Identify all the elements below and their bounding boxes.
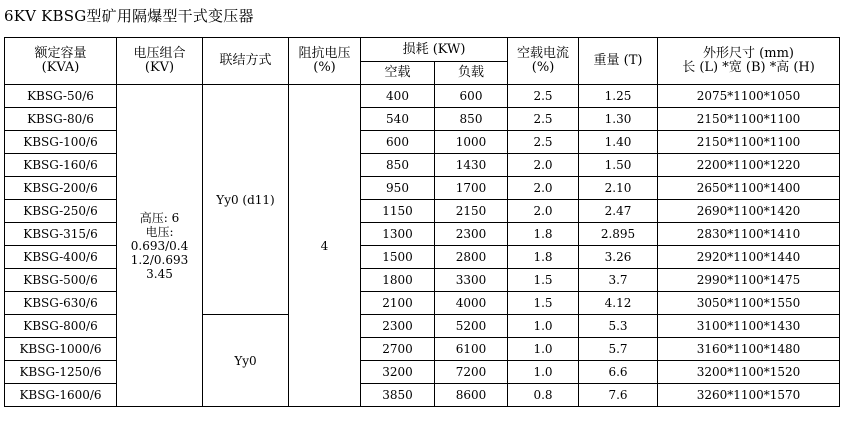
model-cell: KBSG-800/6 bbox=[5, 315, 117, 338]
noload-current-cell: 2.5 bbox=[508, 85, 579, 108]
dims-cell: 3260*1100*1570 bbox=[658, 384, 840, 407]
model-cell: KBSG-80/6 bbox=[5, 108, 117, 131]
noload-loss-cell: 400 bbox=[361, 85, 435, 108]
dims-cell: 3050*1100*1550 bbox=[658, 292, 840, 315]
header-voltage-unit: (KV) bbox=[144, 60, 175, 75]
noload-current-cell: 1.0 bbox=[508, 315, 579, 338]
model-cell: KBSG-1600/6 bbox=[5, 384, 117, 407]
dims-cell: 3100*1100*1430 bbox=[658, 315, 840, 338]
model-cell: KBSG-400/6 bbox=[5, 246, 117, 269]
voltage-group-line: 高压: 6 bbox=[139, 210, 180, 225]
load-loss-cell: 2150 bbox=[435, 200, 508, 223]
noload-current-cell: 2.0 bbox=[508, 177, 579, 200]
dims-cell: 2150*1100*1100 bbox=[658, 108, 840, 131]
header-row-1 bbox=[5, 38, 840, 62]
load-loss-cell: 5200 bbox=[435, 315, 508, 338]
model-cell: KBSG-200/6 bbox=[5, 177, 117, 200]
noload-current-cell: 2.0 bbox=[508, 154, 579, 177]
dims-cell: 3200*1100*1520 bbox=[658, 361, 840, 384]
voltage-group-line: 0.693/0.4 bbox=[130, 238, 189, 253]
weight-cell: 1.50 bbox=[579, 154, 658, 177]
header-capacity-label: 额定容量 bbox=[34, 46, 87, 61]
noload-loss-cell: 2300 bbox=[361, 315, 435, 338]
dims-cell: 2075*1100*1050 bbox=[658, 85, 840, 108]
header-dims bbox=[658, 38, 840, 85]
header-weight: 重量 (T) bbox=[579, 38, 658, 85]
dims-cell: 2650*1100*1400 bbox=[658, 177, 840, 200]
header-noload-current-unit: (%) bbox=[531, 60, 555, 75]
load-loss-cell: 7200 bbox=[435, 361, 508, 384]
noload-loss-cell: 1150 bbox=[361, 200, 435, 223]
header-loss-noload: 空载 bbox=[361, 62, 435, 85]
noload-loss-cell: 1500 bbox=[361, 246, 435, 269]
header-capacity bbox=[5, 38, 117, 85]
header-voltage bbox=[117, 38, 203, 85]
load-loss-cell: 6100 bbox=[435, 338, 508, 361]
weight-cell: 1.30 bbox=[579, 108, 658, 131]
dims-cell: 3160*1100*1480 bbox=[658, 338, 840, 361]
noload-current-cell: 1.8 bbox=[508, 223, 579, 246]
spec-table bbox=[4, 37, 840, 407]
load-loss-cell: 4000 bbox=[435, 292, 508, 315]
model-cell: KBSG-50/6 bbox=[5, 85, 117, 108]
model-cell: KBSG-500/6 bbox=[5, 269, 117, 292]
noload-current-cell: 2.5 bbox=[508, 108, 579, 131]
noload-loss-cell: 1300 bbox=[361, 223, 435, 246]
header-noload-current bbox=[508, 38, 579, 85]
weight-cell: 5.7 bbox=[579, 338, 658, 361]
header-voltage-label: 电压组合 bbox=[133, 46, 186, 61]
weight-cell: 3.26 bbox=[579, 246, 658, 269]
weight-cell: 3.7 bbox=[579, 269, 658, 292]
load-loss-cell: 1700 bbox=[435, 177, 508, 200]
model-cell: KBSG-100/6 bbox=[5, 131, 117, 154]
dims-cell: 2830*1100*1410 bbox=[658, 223, 840, 246]
weight-cell: 1.25 bbox=[579, 85, 658, 108]
model-cell: KBSG-1250/6 bbox=[5, 361, 117, 384]
load-loss-cell: 2800 bbox=[435, 246, 508, 269]
header-impedance-label: 阻抗电压 bbox=[298, 46, 351, 61]
weight-cell: 6.6 bbox=[579, 361, 658, 384]
noload-current-cell: 1.5 bbox=[508, 292, 579, 315]
load-loss-cell: 1430 bbox=[435, 154, 508, 177]
load-loss-cell: 600 bbox=[435, 85, 508, 108]
noload-loss-cell: 850 bbox=[361, 154, 435, 177]
dims-cell: 2990*1100*1475 bbox=[658, 269, 840, 292]
noload-loss-cell: 540 bbox=[361, 108, 435, 131]
noload-current-cell: 2.0 bbox=[508, 200, 579, 223]
noload-loss-cell: 600 bbox=[361, 131, 435, 154]
model-cell: KBSG-315/6 bbox=[5, 223, 117, 246]
load-loss-cell: 1000 bbox=[435, 131, 508, 154]
header-loss: 损耗 (KW) bbox=[361, 38, 508, 62]
noload-loss-cell: 2700 bbox=[361, 338, 435, 361]
dims-cell: 2920*1100*1440 bbox=[658, 246, 840, 269]
voltage-group-line: 3.45 bbox=[146, 266, 173, 281]
header-connection: 联结方式 bbox=[203, 38, 289, 85]
load-loss-cell: 8600 bbox=[435, 384, 508, 407]
weight-cell: 4.12 bbox=[579, 292, 658, 315]
model-cell: KBSG-160/6 bbox=[5, 154, 117, 177]
noload-current-cell: 0.8 bbox=[508, 384, 579, 407]
model-cell: KBSG-630/6 bbox=[5, 292, 117, 315]
load-loss-cell: 850 bbox=[435, 108, 508, 131]
voltage-group-text bbox=[131, 211, 188, 281]
noload-current-cell: 1.5 bbox=[508, 269, 579, 292]
dims-cell: 2150*1100*1100 bbox=[658, 131, 840, 154]
noload-current-cell: 1.0 bbox=[508, 361, 579, 384]
header-dims-sub: 长 (L) *宽 (B) *高 (H) bbox=[682, 60, 815, 75]
noload-loss-cell: 3850 bbox=[361, 384, 435, 407]
weight-cell: 1.40 bbox=[579, 131, 658, 154]
noload-loss-cell: 3200 bbox=[361, 361, 435, 384]
page-title: 6KV KBSG型矿用隔爆型干式变压器 bbox=[4, 7, 254, 25]
noload-loss-cell: 2100 bbox=[361, 292, 435, 315]
header-impedance bbox=[289, 38, 361, 85]
connection-group-a-cell: Yy0 (d11) bbox=[203, 85, 289, 315]
noload-current-cell: 1.8 bbox=[508, 246, 579, 269]
noload-loss-cell: 950 bbox=[361, 177, 435, 200]
noload-current-cell: 1.0 bbox=[508, 338, 579, 361]
noload-loss-cell: 1800 bbox=[361, 269, 435, 292]
voltage-group-cell bbox=[117, 85, 203, 407]
connection-group-b-cell: Yy0 bbox=[203, 315, 289, 407]
header-capacity-unit: (KVA) bbox=[41, 60, 80, 75]
weight-cell: 2.10 bbox=[579, 177, 658, 200]
header-noload-current-label: 空载电流 bbox=[517, 46, 570, 61]
header-loss-load: 负载 bbox=[435, 62, 508, 85]
weight-cell: 2.47 bbox=[579, 200, 658, 223]
header-impedance-unit: (%) bbox=[313, 60, 336, 75]
voltage-group-line: 1.2/0.693 bbox=[130, 252, 189, 267]
weight-cell: 7.6 bbox=[579, 384, 658, 407]
noload-current-cell: 2.5 bbox=[508, 131, 579, 154]
weight-cell: 2.895 bbox=[579, 223, 658, 246]
load-loss-cell: 3300 bbox=[435, 269, 508, 292]
header-dims-label: 外形尺寸 (mm) bbox=[703, 46, 794, 61]
voltage-group-line: 电压: bbox=[145, 224, 174, 239]
weight-cell: 5.3 bbox=[579, 315, 658, 338]
table-row bbox=[5, 85, 840, 108]
dims-cell: 2690*1100*1420 bbox=[658, 200, 840, 223]
model-cell: KBSG-250/6 bbox=[5, 200, 117, 223]
model-cell: KBSG-1000/6 bbox=[5, 338, 117, 361]
impedance-cell: 4 bbox=[289, 85, 361, 407]
load-loss-cell: 2300 bbox=[435, 223, 508, 246]
dims-cell: 2200*1100*1220 bbox=[658, 154, 840, 177]
